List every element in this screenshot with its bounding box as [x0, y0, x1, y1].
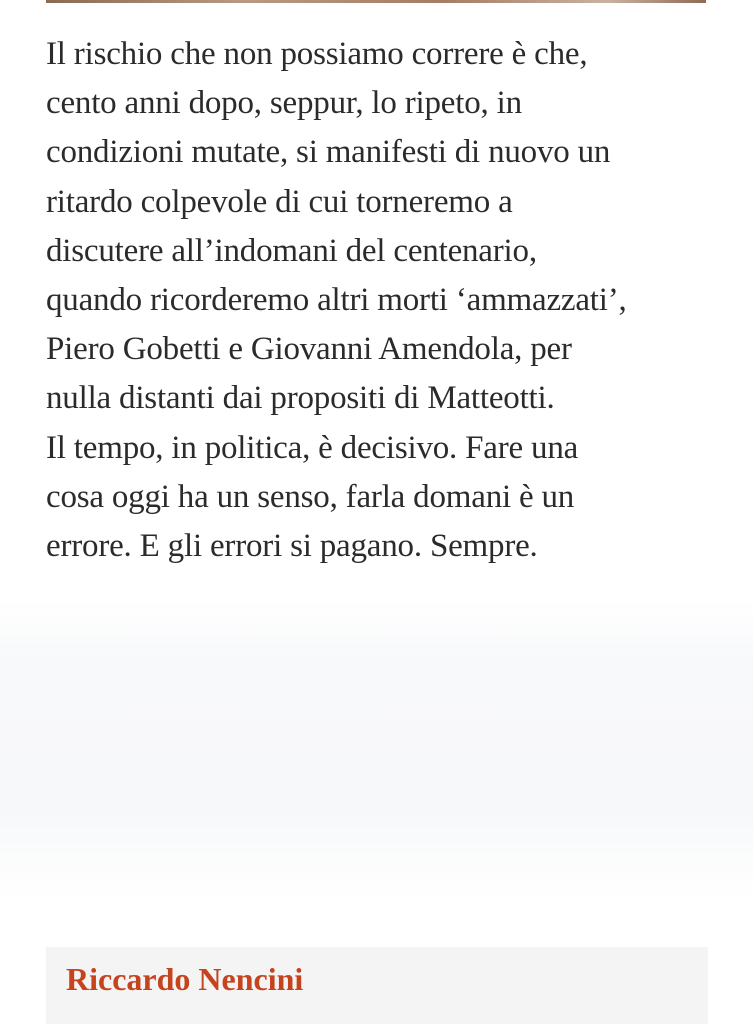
article-line: ritardo colpevole di cui torneremo a — [46, 183, 513, 220]
top-image-edge — [46, 0, 706, 3]
article-line: Il rischio che non possiamo correre è che, — [46, 36, 588, 72]
article-line: condizioni mutate, si manifesti di nuovo un — [46, 134, 611, 171]
article-line: discutere all’indomani del centenario, — [46, 232, 537, 269]
article-body — [46, 30, 716, 571]
article-line: cosa oggi ha un senso, farla domani è un — [46, 478, 575, 515]
article-line: Piero Gobetti e Giovanni Amendola, per — [46, 331, 572, 368]
article-line: errore. E gli errori si pagano. Sempre. — [46, 528, 538, 565]
ad-placeholder-area — [0, 600, 753, 900]
author-box — [46, 947, 708, 1024]
article-line: quando ricorderemo altri morti ‘ammazzati’, — [46, 282, 627, 319]
article-line: nulla distanti dai propositi di Matteotti. — [46, 380, 555, 417]
article-line: cento anni dopo, seppur, lo ripeto, in — [46, 85, 522, 122]
author-name-link[interactable]: Riccardo Nencini — [66, 961, 304, 997]
article-line: Il tempo, in politica, è decisivo. Fare una — [46, 429, 579, 466]
